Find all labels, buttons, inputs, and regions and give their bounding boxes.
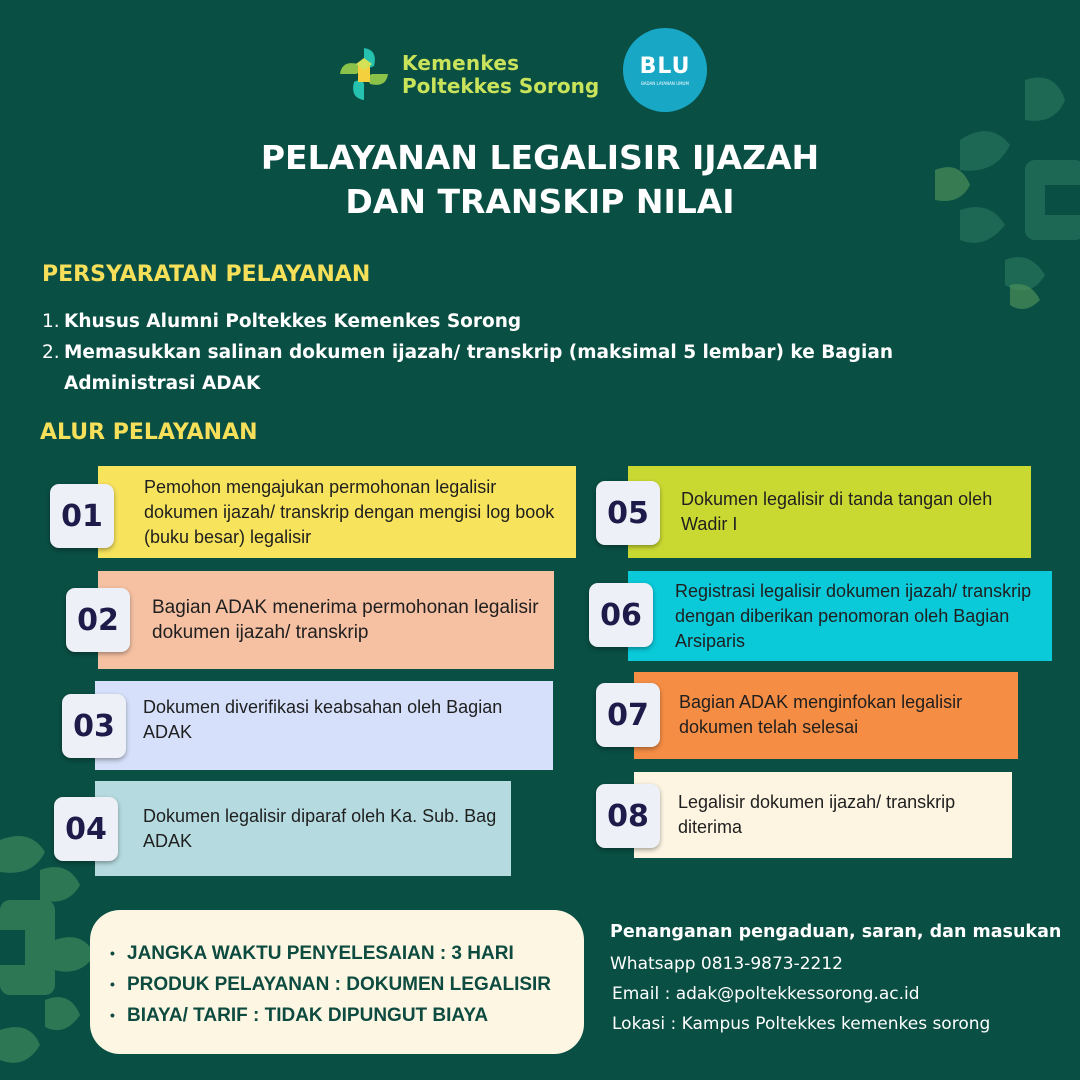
service-info-item [110,1000,584,1031]
step-text: Dokumen legalisir diparaf oleh Ka. Sub. Bag ADAK [143,805,497,851]
flow-heading: ALUR PELAYANAN [40,420,258,445]
step-card [98,571,554,669]
requirement-number: 2. [42,342,60,363]
step-text: Bagian ADAK menginfokan legalisir dokumen telah selesai [679,692,963,737]
kemenkes-flower-icon [336,44,392,104]
requirement-number: 1. [42,311,60,332]
logo-kemenkes-text: Kemenkes [402,50,520,75]
step-number-badge: 06 [589,583,653,647]
service-info-item [110,969,584,1000]
step-card [634,772,1012,858]
step-card [98,466,576,558]
step-card [95,781,511,876]
requirements-heading: PERSYARATAN PELAYANAN [42,262,371,287]
step-text: Legalisir dokumen ijazah/ transkrip diterima [678,792,956,837]
contact-email: Email : adak@poltekkessorong.ac.id [612,984,920,1004]
service-info-text: JANGKA WAKTU PENYELESAIAN : 3 HARI [127,943,514,964]
requirement-item [42,306,962,337]
page-title-line1: PELAYANAN LEGALISIR IJAZAH [260,138,820,177]
contact-section [610,922,1061,1039]
contact-whatsapp: Whatsapp 0813-9873-2212 [610,954,843,974]
requirement-item [42,337,962,399]
step-number-badge: 03 [62,694,126,758]
contact-heading: Penanganan pengaduan, saran, dan masukan [610,922,1062,942]
step-number-badge: 05 [596,481,660,545]
step-card [628,571,1052,661]
step-text: Pemohon mengajukan permohonan legalisir dokumen ijazah/ transkrip dengan mengisi log book (buku besar) legalisir [144,476,555,547]
service-info-text: PRODUK PELAYANAN : DOKUMEN LEGALISIR [127,974,552,995]
service-info-box [90,910,584,1054]
step-text: Dokumen legalisir di tanda tangan oleh Wadir I [681,489,993,534]
step-text: Dokumen diverifikasi keabsahan oleh Bagian ADAK [143,697,503,742]
step-text: Registrasi legalisir dokumen ijazah/ transkrip dengan diberikan penomoran oleh Bagian Arsiparis [675,580,1032,651]
step-number-badge: 07 [596,683,660,747]
step-text: Bagian ADAK menerima permohonan legalisir dokumen ijazah/ transkrip [152,597,539,643]
logo-poltekkes-text: Poltekkes Sorong [402,73,600,98]
page-title-line2: DAN TRANSKIP NILAI [345,182,735,221]
bullet-icon: • [110,945,115,961]
blu-logo-text: BLU [639,54,691,79]
blu-logo [623,28,707,112]
step-number-badge: 01 [50,484,114,548]
step-number-badge: 02 [66,588,130,652]
step-card [628,466,1031,558]
blu-logo-subtext: BADAN LAYANAN UMUM [641,81,689,86]
kemenkes-logo [336,38,599,110]
requirement-text: Khusus Alumni Poltekkes Kemenkes Sorong [64,311,522,332]
step-number-badge: 04 [54,797,118,861]
contact-location: Lokasi : Kampus Poltekkes kemenkes sorong [612,1014,991,1034]
bullet-icon: • [110,1007,115,1023]
service-info-item [110,938,584,969]
requirements-list [42,306,962,399]
step-number-badge: 08 [596,784,660,848]
step-card [95,681,553,770]
page-title [0,136,1080,224]
service-info-text: BIAYA/ TARIF : TIDAK DIPUNGUT BIAYA [127,1005,489,1026]
step-card [634,672,1018,759]
bullet-icon: • [110,976,115,992]
requirement-text: Memasukkan salinan dokumen ijazah/ transkrip (maksimal 5 lembar) ke Bagian Administrasi ADAK [64,342,894,394]
